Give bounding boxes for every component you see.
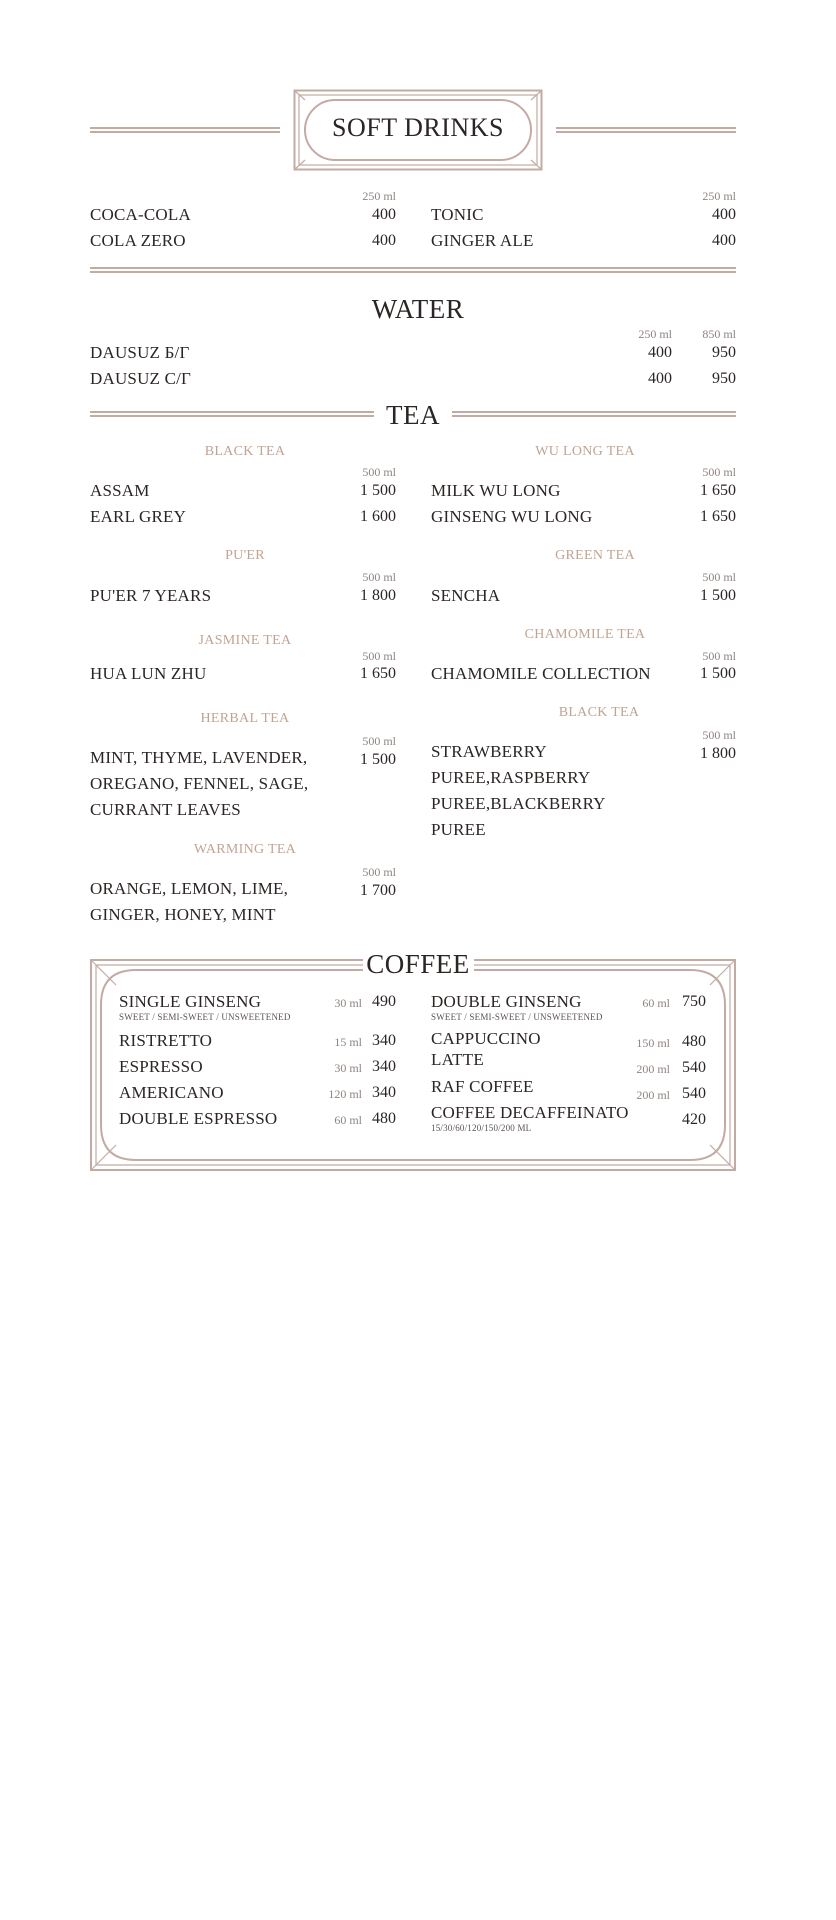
menu-item-price: 750: [682, 993, 706, 1010]
menu-item-name: ESPRESSO: [119, 1057, 203, 1076]
menu-item-name: PU'ER 7 YEARS: [90, 586, 212, 605]
soft-drinks-left-volume: 250 ml: [362, 189, 396, 203]
section-divider: [90, 267, 736, 273]
menu-item-price: 1 500: [360, 482, 396, 499]
menu-item-price: 490: [372, 993, 396, 1010]
menu-item-note: 15/30/60/120/150/200 ML: [431, 1123, 532, 1133]
volume-label: 120 ml: [328, 1087, 362, 1101]
menu-item-name: GINSENG WU LONG: [431, 507, 593, 526]
category-label: JASMINE TEA: [198, 633, 292, 648]
category-label: GREEN TEA: [555, 548, 635, 563]
menu-item-price: 400: [648, 344, 672, 361]
category-label: BLACK TEA: [204, 444, 286, 459]
menu-item-name: SINGLE GINSENG: [119, 992, 262, 1011]
water-title: WATER: [371, 294, 465, 324]
menu-item-name: DAUSUZ С/Г: [90, 369, 192, 388]
soft-drinks-right-rule: [556, 127, 736, 133]
tea-title: TEA: [386, 400, 440, 430]
menu-item-name: RAF COFFEE: [431, 1077, 534, 1096]
menu-item-price: 480: [682, 1033, 706, 1050]
volume-label: 60 ml: [334, 1113, 362, 1127]
menu-item-price: 400: [648, 370, 672, 387]
volume-label: 200 ml: [636, 1088, 670, 1102]
menu-item-name: COLA ZERO: [90, 231, 186, 250]
volume-label: 150 ml: [636, 1036, 670, 1050]
menu-item-name: DOUBLE GINSENG: [431, 992, 582, 1011]
menu-item-name: EARL GREY: [90, 507, 187, 526]
menu-item-price: 1 500: [700, 587, 736, 604]
menu-item-name: RISTRETTO: [119, 1031, 213, 1050]
tea-left-rule: [90, 411, 374, 417]
menu-item-price: 1 800: [700, 745, 736, 762]
volume-label: 500 ml: [362, 465, 396, 479]
menu-item-price: 400: [372, 232, 396, 249]
water-volume-2: 850 ml: [702, 327, 736, 341]
menu-item-price: 1 600: [360, 508, 396, 525]
menu-item-price: 950: [712, 370, 736, 387]
soft-drinks-title: SOFT DRINKS: [332, 113, 504, 142]
volume-label: 500 ml: [362, 649, 396, 663]
menu-item-price: 400: [712, 206, 736, 223]
category-label: WARMING TEA: [193, 842, 297, 857]
menu-item-note: SWEET / SEMI-SWEET / UNSWEETENED: [119, 1012, 291, 1022]
menu-item-price: 1 800: [360, 587, 396, 604]
menu-item-price: 340: [372, 1084, 396, 1101]
menu-item-name: DAUSUZ Б/Г: [90, 343, 190, 362]
menu-item-note: SWEET / SEMI-SWEET / UNSWEETENED: [431, 1012, 603, 1022]
menu-item-name: CHAMOMILE COLLECTION: [431, 664, 651, 683]
soft-drinks-left-rule: [90, 127, 280, 133]
category-label: WU LONG TEA: [535, 444, 635, 459]
menu-item-name: MINT, THYME, LAVENDER, OREGANO, FENNEL, SAGE, CURRANT LEAVES: [90, 748, 309, 819]
menu-item-price: 340: [372, 1058, 396, 1075]
menu-item-price: 1 700: [360, 882, 396, 899]
menu-item-name: TONIC: [431, 205, 484, 224]
category-label: CHAMOMILE TEA: [524, 627, 646, 642]
menu-item-name: CAPPUCCINO: [431, 1029, 541, 1048]
menu-item-name: ASSAM: [90, 481, 150, 500]
volume-label: 500 ml: [362, 865, 396, 879]
menu-item-price: 540: [682, 1085, 706, 1102]
menu-item-name: GINGER ALE: [431, 231, 534, 250]
menu-item-price: 540: [682, 1059, 706, 1076]
category-label: PU'ER: [225, 548, 265, 563]
coffee-title: COFFEE: [363, 949, 473, 980]
menu-item-price: 400: [712, 232, 736, 249]
volume-label: 15 ml: [334, 1035, 362, 1049]
menu-item-name: ORANGE, LEMON, LIME, GINGER, HONEY, MINT: [90, 879, 289, 924]
volume-label: 500 ml: [362, 734, 396, 748]
menu-item-price: 1 500: [700, 665, 736, 682]
volume-label: 500 ml: [702, 649, 736, 663]
menu-item-name: MILK WU LONG: [431, 481, 561, 500]
volume-label: 500 ml: [362, 570, 396, 584]
menu-item-name: COFFEE DECAFFEINATO: [431, 1103, 629, 1122]
menu-item-name: DOUBLE ESPRESSO: [119, 1109, 278, 1128]
menu-item-price: 1 650: [700, 508, 736, 525]
volume-label: 60 ml: [642, 996, 670, 1010]
menu-item-price: 950: [712, 344, 736, 361]
menu-item-name: HUA LUN ZHU: [90, 664, 207, 683]
menu-item-price: 1 650: [700, 482, 736, 499]
volume-label: 30 ml: [334, 1061, 362, 1075]
menu-item-price: 1 500: [360, 751, 396, 768]
menu-item-price: 400: [372, 206, 396, 223]
tea-right-rule: [452, 411, 736, 417]
menu-item-price: 1 650: [360, 665, 396, 682]
menu-item-price: 420: [682, 1111, 706, 1128]
volume-label: 30 ml: [334, 996, 362, 1010]
volume-label: 200 ml: [636, 1062, 670, 1076]
volume-label: 500 ml: [702, 570, 736, 584]
menu-item-name: SENCHA: [431, 586, 501, 605]
volume-label: 500 ml: [702, 728, 736, 742]
menu-item-price: 340: [372, 1032, 396, 1049]
menu-item-name: AMERICANO: [119, 1083, 224, 1102]
menu-item-price: 480: [372, 1110, 396, 1127]
soft-drinks-right-volume: 250 ml: [702, 189, 736, 203]
volume-label: 500 ml: [702, 465, 736, 479]
water-volume-1: 250 ml: [638, 327, 672, 341]
category-label: BLACK TEA: [558, 705, 640, 720]
menu-item-name: COCA-COLA: [90, 205, 191, 224]
menu-item-name: STRAWBERRY PUREE,RASPBERRY PUREE,BLACKBERRY PUREE: [431, 742, 606, 839]
category-label: HERBAL TEA: [200, 711, 290, 726]
menu-item-name: LATTE: [431, 1050, 484, 1069]
